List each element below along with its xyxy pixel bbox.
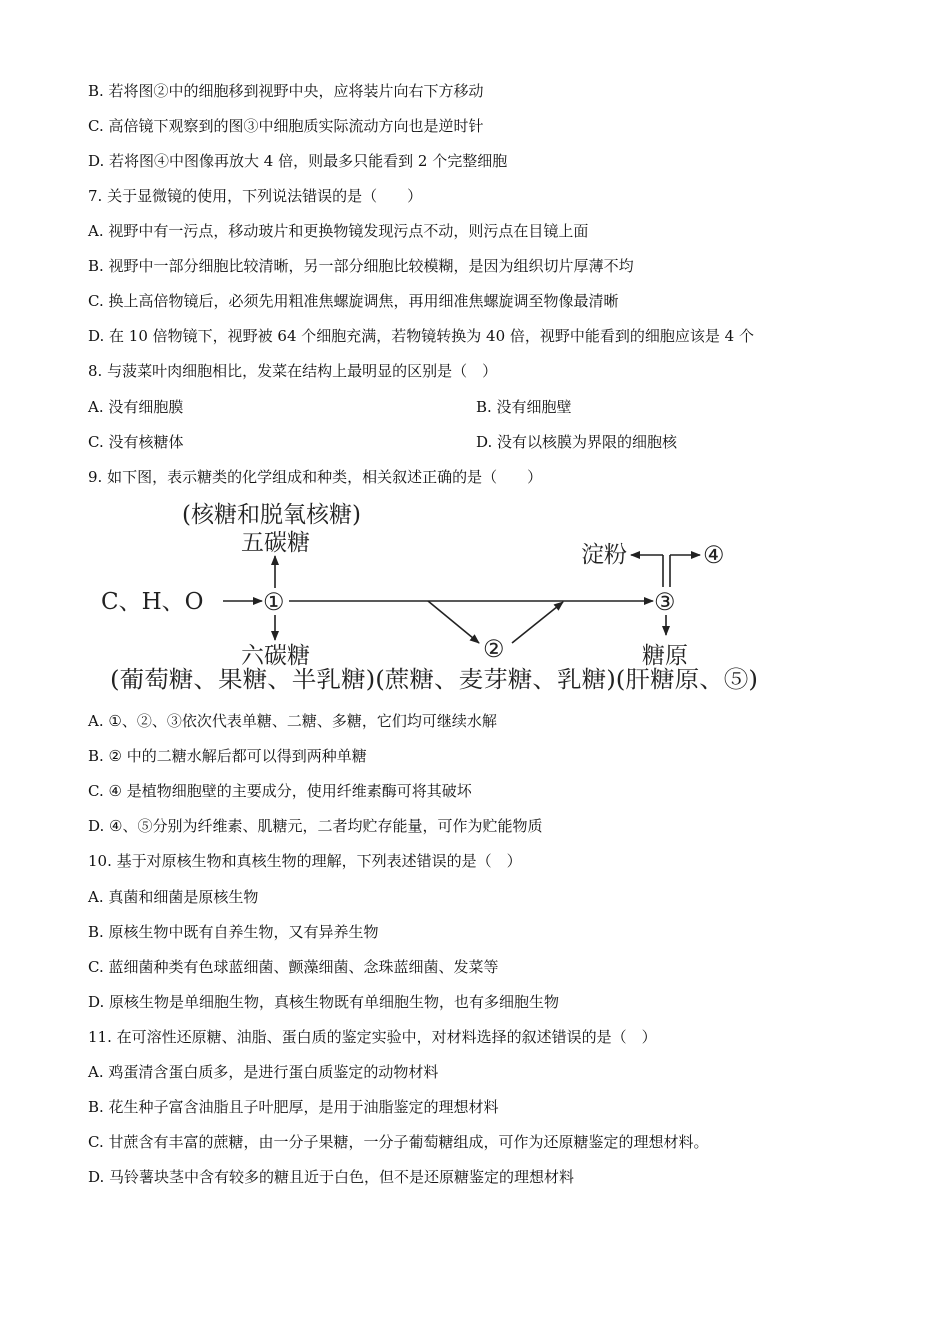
- q9-stem: 9. 如下图，表示糖类的化学组成和种类，相关叙述正确的是（ ）: [88, 468, 543, 486]
- q8-option-b: B. 没有细胞壁: [476, 398, 572, 416]
- arrow-to-2: [428, 601, 479, 643]
- q9-option-d: D. ④、⑤分别为纤维素、肌糖元，二者均贮存能量，可作为贮能物质: [88, 817, 543, 835]
- q10-stem: 10. 基于对原核生物和真核生物的理解，下列表述错误的是（ ）: [88, 852, 522, 870]
- q11-stem: 11. 在可溶性还原糖、油脂、蛋白质的鉴定实验中，对材料选择的叙述错误的是（ ）: [88, 1028, 657, 1046]
- q7-option-c: C. 换上高倍物镜后，必须先用粗准焦螺旋调焦，再用细准焦螺旋调至物像最清晰: [88, 292, 619, 310]
- q7-option-b: B. 视野中一部分细胞比较清晰，另一部分细胞比较模糊，是因为组织切片厚薄不均: [88, 257, 634, 275]
- q11-option-b: B. 花生种子富含油脂且子叶肥厚，是用于油脂鉴定的理想材料: [88, 1098, 499, 1116]
- sugar-classification-diagram: [0, 495, 950, 700]
- node-1: ①: [263, 588, 285, 616]
- q11-option-a: A. 鸡蛋清含蛋白质多，是进行蛋白质鉴定的动物材料: [88, 1063, 439, 1081]
- hexose-label: 六碳糖: [241, 643, 310, 669]
- node-4: ④: [703, 541, 725, 569]
- elements-label: C、H、O: [101, 589, 204, 615]
- q8-option-d: D. 没有以核膜为界限的细胞核: [476, 433, 678, 451]
- q8-stem: 8. 与菠菜叶肉细胞相比，发菜在结构上最明显的区别是（ ）: [88, 362, 498, 380]
- sugar-examples-row: (葡萄糖、果糖、半乳糖)(蔗糖、麦芽糖、乳糖)(肝糖原、⑤): [110, 667, 758, 693]
- arrow-2-to-main: [512, 602, 563, 643]
- starch-label: 淀粉: [581, 542, 627, 568]
- q11-option-c: C. 甘蔗含有丰富的蔗糖，由一分子果糖，一分子葡萄糖组成，可作为还原糖鉴定的理想材料。: [88, 1133, 709, 1151]
- q7-option-a: A. 视野中有一污点，移动玻片和更换物镜发现污点不动，则污点在目镜上面: [88, 222, 589, 240]
- q10-option-c: C. 蓝细菌种类有色球蓝细菌、颤藻细菌、念珠蓝细菌、发菜等: [88, 958, 499, 976]
- q10-option-b: B. 原核生物中既有自养生物，又有异养生物: [88, 923, 379, 941]
- q7-option-d: D. 在 10 倍物镜下，视野被 64 个细胞充满，若物镜转换为 40 倍，视野中能看到的细胞应该是 4 个: [88, 327, 754, 345]
- q10-option-d: D. 原核生物是单细胞生物，真核生物既有单细胞生物，也有多细胞生物: [88, 993, 560, 1011]
- q8-option-a: A. 没有细胞膜: [88, 398, 184, 416]
- node-3: ③: [654, 588, 676, 616]
- pentose-examples: (核糖和脱氧核糖): [182, 502, 361, 528]
- node-2: ②: [483, 635, 505, 663]
- q10-option-a: A. 真菌和细菌是原核生物: [88, 888, 259, 906]
- pentose-label: 五碳糖: [241, 530, 310, 556]
- q7-stem: 7. 关于显微镜的使用，下列说法错误的是（ ）: [88, 187, 423, 205]
- q6-option-b: B. 若将图②中的细胞移到视野中央，应将装片向右下方移动: [88, 82, 484, 100]
- q9-option-c: C. ④ 是植物细胞壁的主要成分，使用纤维素酶可将其破坏: [88, 782, 472, 800]
- q9-option-a: A. ①、②、③依次代表单糖、二糖、多糖，它们均可继续水解: [88, 712, 497, 730]
- glycogen-label: 糖原: [642, 643, 688, 669]
- q8-option-c: C. 没有核糖体: [88, 433, 184, 451]
- q9-option-b: B. ② 中的二糖水解后都可以得到两种单糖: [88, 747, 367, 765]
- q6-option-d: D. 若将图④中图像再放大 4 倍，则最多只能看到 2 个完整细胞: [88, 152, 508, 170]
- q11-option-d: D. 马铃薯块茎中含有较多的糖且近于白色，但不是还原糖鉴定的理想材料: [88, 1168, 575, 1186]
- q6-option-c: C. 高倍镜下观察到的图③中细胞质实际流动方向也是逆时针: [88, 117, 484, 135]
